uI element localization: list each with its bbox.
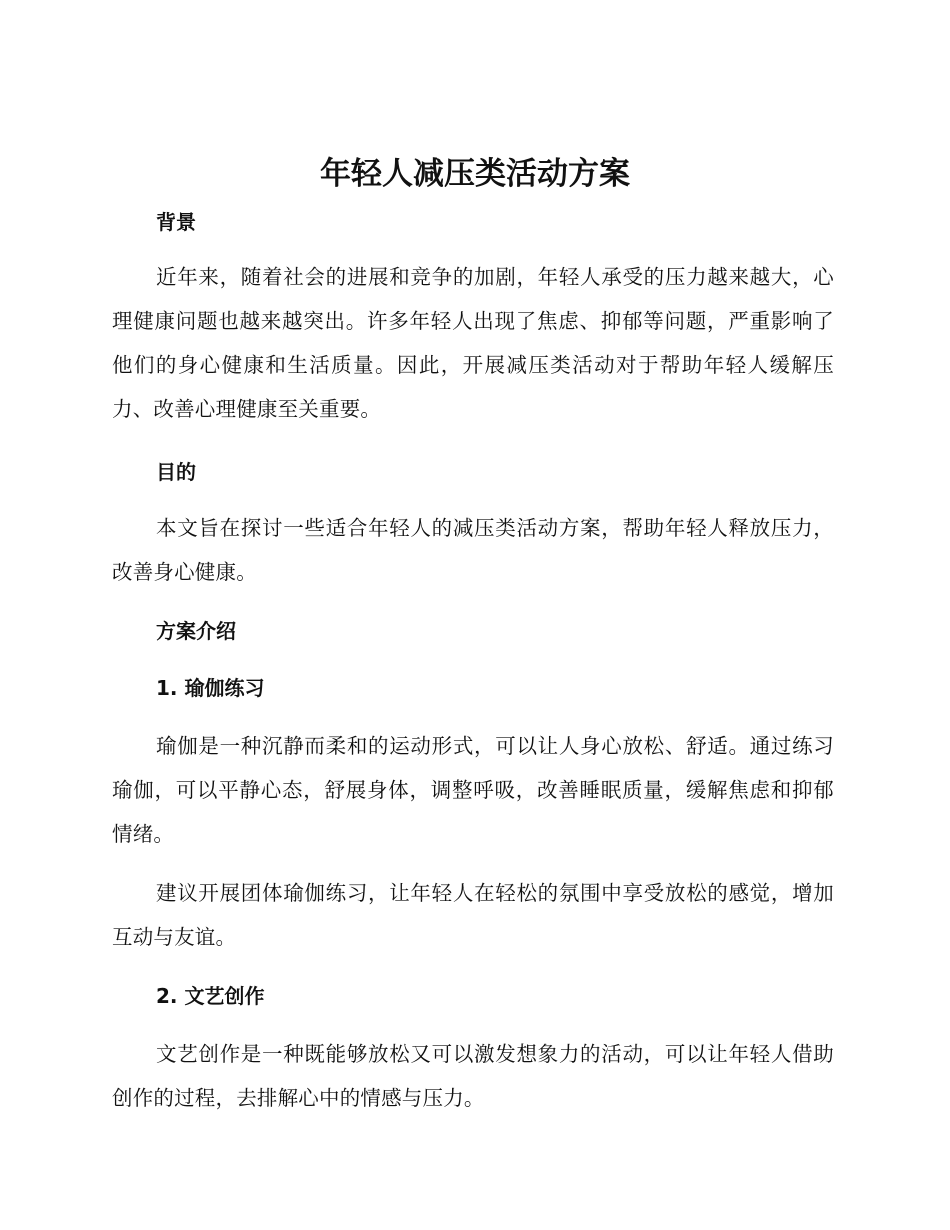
paragraph-purpose: 本文旨在探讨一些适合年轻人的减压类活动方案，帮助年轻人释放压力，改善身心健康。 — [112, 516, 834, 584]
section-heading-plans: 方案介绍 — [156, 619, 236, 643]
paragraph-yoga-2: 建议开展团体瑜伽练习，让年轻人在轻松的氛围中享受放松的感觉，增加互动与友谊。 — [112, 881, 834, 949]
subsection-heading-art: 2. 文艺创作 — [156, 984, 265, 1008]
section-heading-purpose: 目的 — [156, 460, 196, 484]
paragraph-art-1: 文艺创作是一种既能够放松又可以激发想象力的活动，可以让年轻人借助创作的过程，去排解心中的情感与压力。 — [112, 1042, 834, 1110]
paragraph-yoga-1: 瑜伽是一种沉静而柔和的运动形式，可以让人身心放松、舒适。通过练习瑜伽，可以平静心态，舒展身体，调整呼吸，改善睡眠质量，缓解焦虑和抑郁情绪。 — [112, 734, 834, 846]
section-heading-background: 背景 — [156, 210, 196, 234]
paragraph-background: 近年来，随着社会的进展和竞争的加剧，年轻人承受的压力越来越大，心理健康问题也越来越突出。许多年轻人出现了焦虑、抑郁等问题，严重影响了他们的身心健康和生活质量。因此，开展减压类活动对于帮助年轻人缓解压力、改善心理健康至关重要。 — [112, 265, 834, 421]
page-title: 年轻人减压类活动方案 — [320, 156, 630, 192]
subsection-heading-yoga: 1. 瑜伽练习 — [156, 676, 265, 700]
